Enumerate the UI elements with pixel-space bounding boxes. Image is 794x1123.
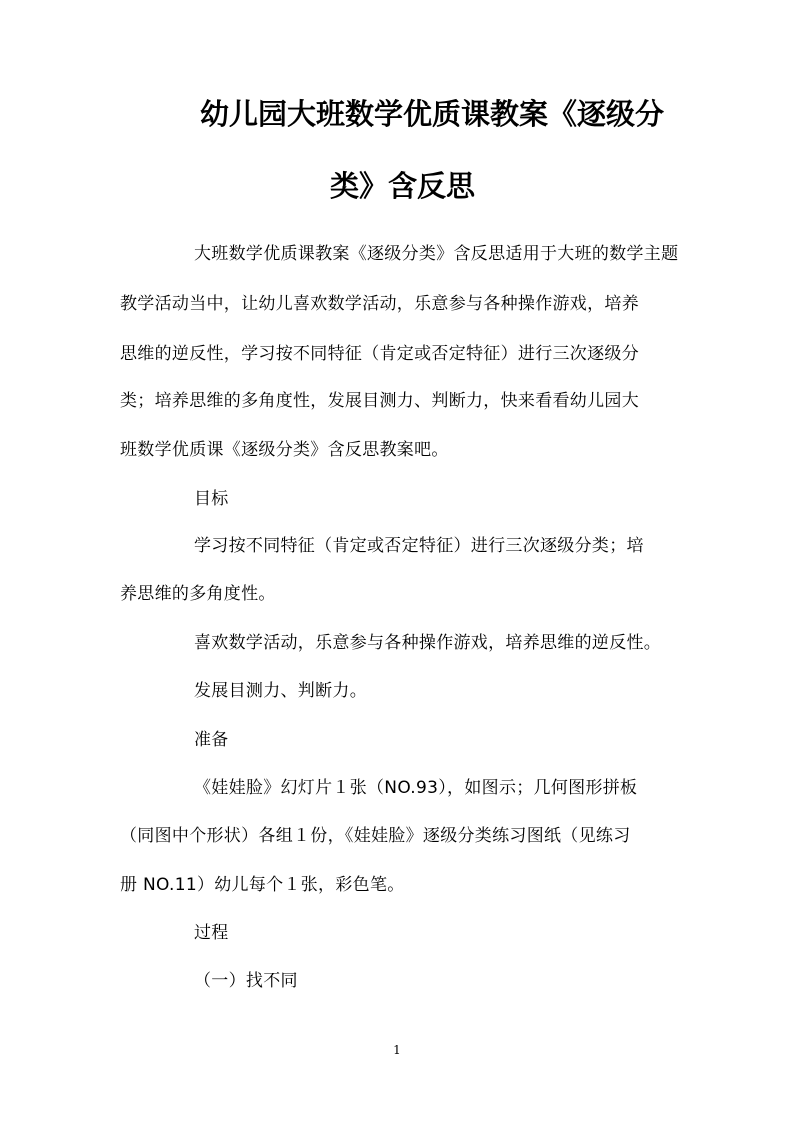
intro-line-5: 班数学优质课《逐级分类》含反思教案吧。 <box>120 440 449 460</box>
goal-line-1: 学习按不同特征（肯定或否定特征）进行三次逐级分类；培 <box>194 536 644 556</box>
document-title-line-2: 类》含反思 <box>330 169 476 203</box>
intro-line-2: 教学活动当中，让幼儿喜欢数学活动，乐意参与各种操作游戏，培养 <box>120 294 639 314</box>
goal-line-4: 发展目测力、判断力。 <box>194 681 367 701</box>
page-number: 1 <box>393 1043 401 1057</box>
document-title-line-1: 幼儿园大班数学优质课教案《逐级分 <box>200 97 665 131</box>
goal-line-2: 养思维的多角度性。 <box>120 584 276 604</box>
section-heading-prep: 准备 <box>194 730 229 750</box>
prep-line-3: 册 NO.11）幼儿每个１张，彩色笔。 <box>120 875 405 895</box>
process-step-1: （一）找不同 <box>194 971 298 991</box>
intro-line-1: 大班数学优质课教案《逐级分类》含反思适用于大班的数学主题 <box>194 244 679 264</box>
prep-line-2: （同图中个形状）各组１份，《娃娃脸》逐级分类练习图纸（见练习 <box>120 826 631 846</box>
prep-line-1: 《娃娃脸》幻灯片１张（NO.93），如图示；几何图形拼板 <box>194 778 638 798</box>
section-heading-goals: 目标 <box>194 489 229 509</box>
section-heading-process: 过程 <box>194 923 229 943</box>
goal-line-3: 喜欢数学活动，乐意参与各种操作游戏，培养思维的逆反性。 <box>194 633 662 653</box>
intro-line-3: 思维的逆反性，学习按不同特征（肯定或否定特征）进行三次逐级分 <box>120 344 639 364</box>
intro-line-4: 类；培养思维的多角度性，发展目测力、判断力，快来看看幼儿园大 <box>120 391 639 411</box>
